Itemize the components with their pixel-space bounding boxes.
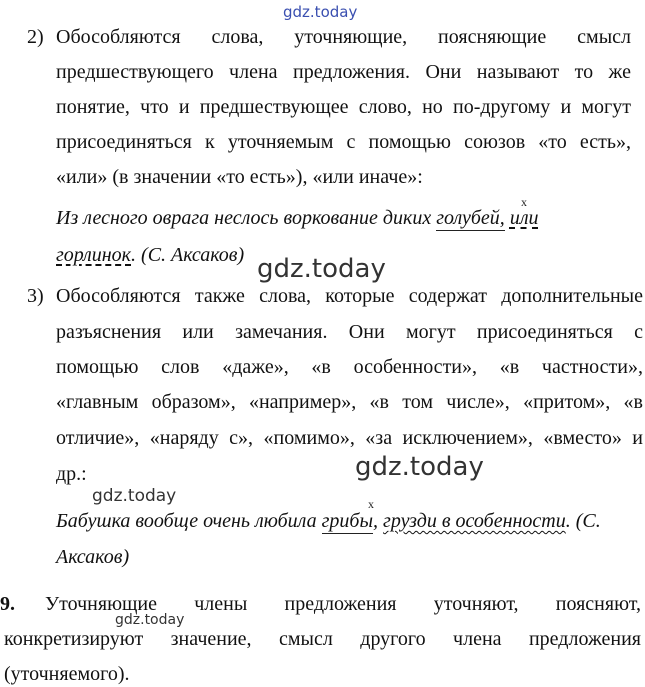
item-9-line-2: конкретизируют значение, смысл другого члена предложения bbox=[4, 628, 641, 650]
item-2-line-2: предшествующего члена предложения. Они называют то же bbox=[56, 61, 631, 83]
item-3-example-comma: , bbox=[373, 510, 384, 532]
item-3-example-word-griby: грибы bbox=[321, 510, 374, 532]
item-3-line-3: помощью слов «даже», «в особенности», «в частности», bbox=[56, 356, 643, 378]
item-3-example-text: Бабушка вообще очень любила bbox=[56, 510, 322, 532]
item-2-line-3: понятие, что и предшествующее слово, но по-другому и могут bbox=[56, 96, 631, 118]
x-mark-2: x bbox=[368, 497, 374, 511]
item-2-example-word-gorlinok: горлинок bbox=[56, 244, 132, 266]
item-2-number: 2) bbox=[27, 26, 44, 48]
item-2-line-1: Обособляются слова, уточняющие, поясняющие смысл bbox=[56, 26, 631, 48]
item-2-example-source: . (С. Аксаков) bbox=[131, 244, 245, 266]
item-3-line-2: разъяснения или замечания. Они могут присоединяться с bbox=[56, 321, 643, 343]
item-3-example-line-2: Аксаков) bbox=[56, 546, 130, 568]
item-2-example-word-clarified: голубей, bbox=[436, 207, 505, 229]
watermark-top: gdz.today bbox=[283, 3, 358, 21]
item-2-line-5: «или» (в значении «то есть»), «или иначе»: bbox=[56, 166, 423, 188]
item-2-example-text: Из лесного оврага неслось воркование диких bbox=[56, 207, 437, 229]
item-9-line-3: (уточняемого). bbox=[4, 663, 130, 685]
item-3-line-6: др.: bbox=[56, 463, 87, 485]
item-2-example-line-2 bbox=[56, 243, 244, 267]
item-2-line-4: присоединяться к уточняемым с помощью союзов «то есть», bbox=[56, 131, 631, 153]
item-9-line-1: Уточняющие члены предложения уточняют, поясняют, bbox=[45, 593, 641, 615]
item-3-line-1: Обособляются также слова, которые содержат дополнительные bbox=[56, 285, 643, 307]
item-3-number: 3) bbox=[27, 285, 44, 307]
watermark-center-2: gdz.today bbox=[355, 452, 484, 482]
watermark-center-1: gdz.today bbox=[257, 254, 386, 284]
item-2-example-line-1 bbox=[56, 206, 539, 230]
item-3-example-clarifying-phrase: грузди в особенности bbox=[383, 510, 566, 532]
item-2-example-word-ili: или bbox=[509, 207, 539, 229]
watermark-left: gdz.today bbox=[92, 486, 177, 506]
item-3-example-source: . (С. bbox=[565, 510, 601, 532]
item-3-line-5: отличие», «наряду с», «помимо», «за исключением», «вместо» и bbox=[56, 427, 643, 449]
watermark-bottom: gdz.today bbox=[115, 612, 185, 628]
item-9-number: 9. bbox=[0, 593, 15, 615]
x-mark-1: x bbox=[521, 195, 527, 209]
item-3-example-line-1 bbox=[56, 509, 601, 533]
item-3-line-4: «главным образом», «например», «в том числе», «притом», «в bbox=[56, 391, 643, 413]
